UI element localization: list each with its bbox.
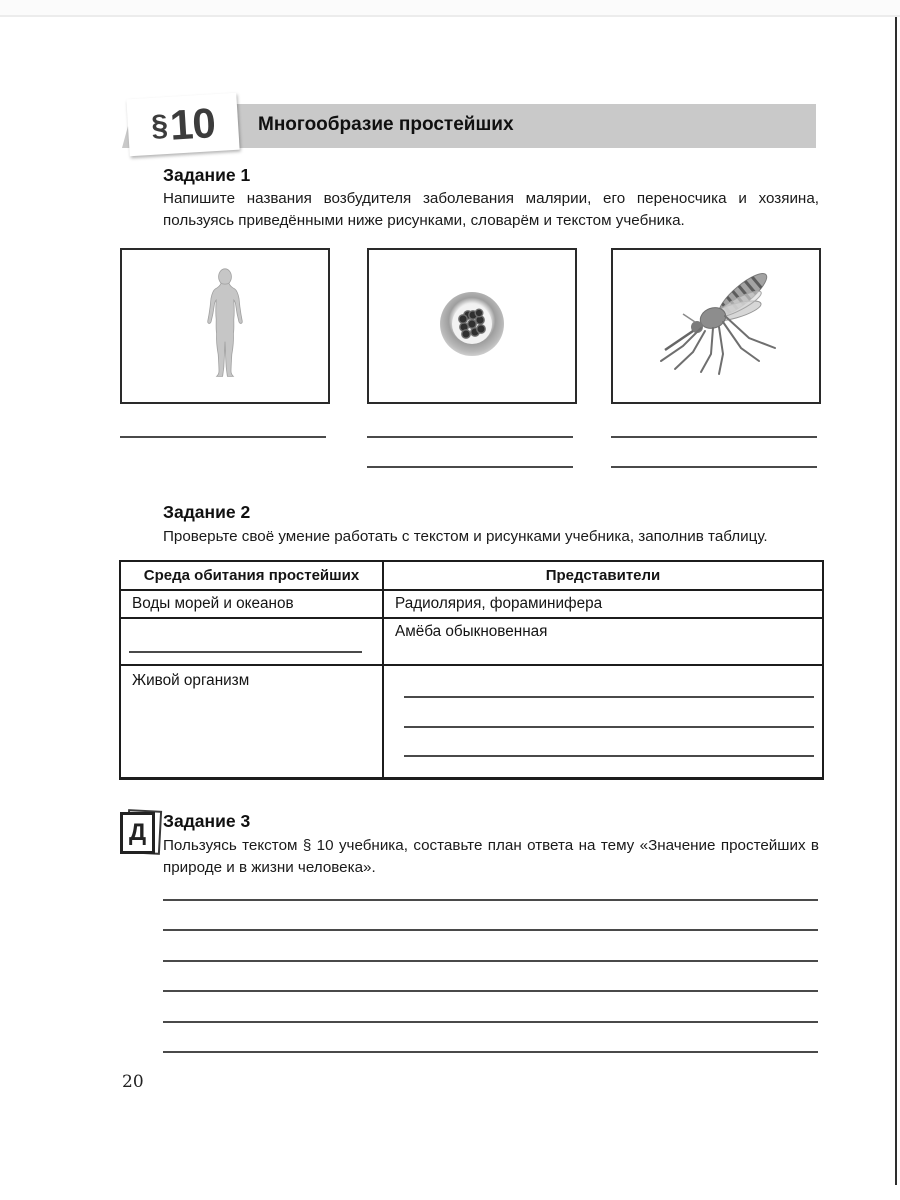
human-silhouette-image xyxy=(197,257,253,396)
page-top-hairline xyxy=(0,15,900,17)
writing-line xyxy=(163,960,818,962)
table-cell-representatives-3 xyxy=(384,666,822,777)
table-cell-representatives-1: Радиолярия, фораминифера xyxy=(384,591,822,619)
figure-box-parasite xyxy=(367,248,577,404)
table-header-representatives: Представители xyxy=(384,562,822,591)
writing-line xyxy=(129,651,362,653)
writing-line xyxy=(163,990,818,992)
writing-line xyxy=(367,436,573,438)
task3-text: Пользуясь текстом § 10 учебника, составьте план ответа на тему «Значение простейших в природе и в жизни человека». xyxy=(163,837,819,876)
task1-heading: Задание 1 xyxy=(163,165,251,185)
habitat-table xyxy=(119,560,824,780)
writing-line xyxy=(404,755,814,757)
paragraph-symbol: § xyxy=(150,108,169,143)
writing-line xyxy=(404,726,814,728)
dictionary-icon: Д xyxy=(120,812,155,854)
chapter-number: 10 xyxy=(168,98,217,149)
figure-box-host xyxy=(120,248,330,404)
task2-text: Проверьте своё умение работать с текстом и рисунками учебника, заполнив таблицу. xyxy=(163,528,768,545)
figure-box-mosquito xyxy=(611,248,821,404)
page-top-strip xyxy=(0,0,900,15)
task3-answer-lines xyxy=(163,899,818,1059)
writing-line xyxy=(120,436,326,438)
table-cell-representatives-2: Амёба обыкновенная xyxy=(384,619,822,666)
task2-heading: Задание 2 xyxy=(163,502,251,522)
writing-line xyxy=(611,436,817,438)
table-cell-habitat-2 xyxy=(121,619,384,666)
table-cell-habitat-1: Воды морей и океанов xyxy=(121,591,384,619)
page-number: 20 xyxy=(122,1072,144,1092)
task3-heading: Задание 3 xyxy=(163,811,251,831)
writing-line xyxy=(367,466,573,468)
chapter-title: Многообразие простейших xyxy=(258,114,514,135)
task1-text: Напишите названия возбудителя заболевания малярии, его переносчика и хозяина, пользуясь приведёнными ниже рисунками, словарём и текстом учебника. xyxy=(163,190,819,229)
chapter-number-badge xyxy=(126,93,239,157)
writing-line xyxy=(163,1051,818,1053)
table-cell-habitat-3: Живой организм xyxy=(121,666,384,777)
page-right-edge-line xyxy=(895,17,897,1185)
writing-line xyxy=(611,466,817,468)
writing-line xyxy=(404,696,814,698)
malaria-parasite-cell-image xyxy=(432,284,512,369)
writing-line xyxy=(163,1021,818,1023)
writing-line xyxy=(163,899,818,901)
table-header-habitat: Среда обитания простейших xyxy=(121,562,384,591)
mosquito-image xyxy=(631,264,801,389)
writing-line xyxy=(163,929,818,931)
